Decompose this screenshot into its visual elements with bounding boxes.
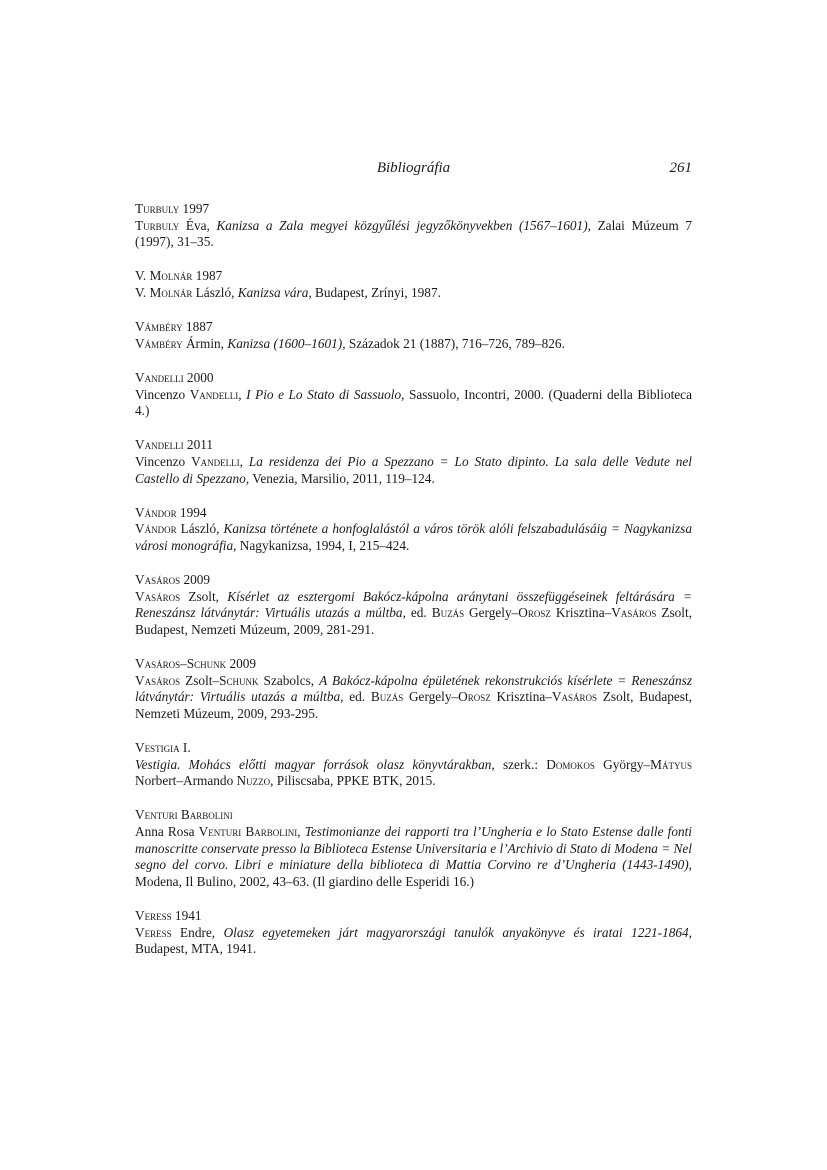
- entry-key: Vándor 1994: [135, 504, 207, 520]
- bibliography-entry: [135, 319, 692, 352]
- author-surname: Vasáros: [611, 605, 657, 621]
- reference-title: Kanizsa vára: [237, 284, 309, 300]
- entry-reference: [135, 387, 692, 420]
- author-surname: Vándor: [135, 521, 177, 537]
- reference-text: , ed.: [340, 689, 371, 705]
- reference-title: Kanizsa története a honfoglalástól a város török alóli felszabadulásáig = Nagykanizsa városi monográfia: [135, 521, 692, 553]
- entry-reference: [135, 218, 692, 251]
- author-surname: Schunk: [219, 672, 259, 688]
- author-surname: Vasáros: [135, 672, 181, 688]
- entry-reference: [135, 521, 692, 554]
- bibliography-entry: [135, 437, 692, 487]
- bibliography-entry: [135, 505, 692, 555]
- entry-reference: [135, 285, 692, 302]
- bibliography-entry: [135, 908, 692, 958]
- reference-text: , szerk.:: [491, 756, 547, 772]
- page-number: 261: [669, 160, 692, 176]
- author-surname: Orosz: [518, 605, 551, 621]
- entry-reference: [135, 589, 692, 639]
- author-surname: Veress: [135, 924, 172, 940]
- reference-text: Éva,: [179, 217, 217, 233]
- author-surname: Vandelli: [189, 386, 239, 402]
- reference-text: Zsolt, Budapest, Nemzeti Múzeum, 2009, 281-291.: [135, 605, 693, 637]
- entry-key: Turbuly 1997: [135, 201, 210, 216]
- author-surname: Vasáros: [135, 588, 181, 604]
- entry-key: Vámbéry 1887: [135, 319, 213, 335]
- reference-text: Zsolt,: [180, 588, 228, 604]
- bibliography-entry: [135, 268, 692, 301]
- reference-title: Kanizsa a Zala megyei közgyűlési jegyzőkönyvekben (1567–1601): [216, 217, 588, 233]
- reference-text: Vincenzo: [135, 386, 190, 402]
- bibliography-entry: [135, 201, 692, 251]
- reference-text: Norbert–Armando: [135, 773, 237, 789]
- reference-text: , Piliscsaba, PPKE BTK, 2015.: [270, 773, 436, 789]
- entry-reference: [135, 336, 692, 353]
- entry-key: Vandelli 2000: [135, 369, 214, 385]
- bibliography-entry: [135, 807, 692, 890]
- author-surname: Turbuly: [135, 217, 180, 233]
- reference-title: I Pio e Lo Stato di Sassuolo: [246, 386, 402, 402]
- reference-text: , Nagykanizsa, 1994, I, 215–424.: [233, 537, 410, 553]
- reference-text: Endre,: [171, 924, 224, 940]
- reference-title: Olasz egyetemeken járt magyarországi tanulók anyakönyve és iratai 1221-1864: [223, 924, 689, 940]
- entry-key: Veress 1941: [135, 907, 202, 923]
- entry-reference: [135, 925, 692, 958]
- bibliography-entry: [135, 572, 692, 638]
- reference-title: Kanizsa (1600–1601): [227, 335, 343, 351]
- entry-key: Vandelli 2011: [135, 437, 214, 453]
- bibliography-entry: [135, 370, 692, 420]
- author-surname: Buzás: [431, 605, 465, 621]
- running-header: [135, 160, 692, 182]
- reference-title: Kísérlet az esztergomi Bakócz-kápolna aránytani összefüggéseinek feltárására = Reneszánsz látványtár: Virtuális utazás a múltba: [135, 588, 692, 621]
- reference-text: ,: [238, 386, 247, 402]
- reference-text: Krisztina–: [490, 689, 552, 705]
- author-surname: Mátyus: [650, 756, 692, 772]
- reference-title: Vestigia. Mohács előtti magyar források olasz könyvtárakban: [135, 756, 492, 772]
- entry-reference: [135, 454, 692, 487]
- reference-text: ,: [239, 453, 249, 469]
- reference-text: Gergely–: [403, 689, 459, 705]
- author-surname: Orosz: [458, 689, 491, 705]
- bibliography-entry: [135, 656, 692, 722]
- reference-text: László,: [192, 284, 238, 300]
- reference-text: , Modena, Il Bulino, 2002, 43–63. (Il giardino delle Esperidi 16.): [135, 857, 692, 889]
- reference-title: La residenza dei Pio a Spezzano = Lo Stato dipinto. La sala delle Vedute nel Castello di Spezzano: [135, 453, 692, 486]
- reference-text: Anna Rosa: [135, 823, 199, 839]
- reference-text: György–: [594, 756, 651, 772]
- reference-text: Zsolt–: [180, 672, 220, 688]
- reference-text: Krisztina–: [550, 605, 612, 621]
- author-surname: Vasáros: [551, 689, 598, 705]
- bibliography-entry: [135, 740, 692, 790]
- reference-text: , Sassuolo, Incontri, 2000. (Quaderni della Biblioteca 4.): [135, 386, 692, 419]
- author-surname: V. Molnár: [135, 284, 193, 300]
- reference-text: Zsolt, Budapest, Nemzeti Múzeum, 2009, 293-295.: [135, 689, 692, 721]
- reference-text: , Budapest, MTA, 1941.: [135, 924, 692, 957]
- reference-title: A Bakócz-kápolna épületének rekonstrukciós kísérlete = Reneszánsz látványtár: Virtuális utazás a múltba: [135, 672, 692, 705]
- reference-text: Szabolcs,: [258, 672, 320, 688]
- author-surname: Nuzzo: [236, 773, 271, 789]
- reference-text: , Zalai Múzeum 7 (1997), 31–35.: [135, 217, 692, 250]
- author-surname: Domokos: [546, 756, 595, 772]
- entry-reference: [135, 673, 692, 723]
- reference-text: ,: [297, 823, 305, 839]
- reference-title: Testimonianze dei rapporti tra l’Ungheria e lo Stato Estense dalle fonti manoscritte conservate presso la Biblioteca Estense Universitaria e l’Archivio di Stato di Modena = Nel segno del corvo. Libri e miniature della biblioteca di Mattia Corvino re d’Ungheria (1443-1490): [135, 823, 692, 873]
- entry-key: V. Molnár 1987: [135, 268, 223, 284]
- author-surname: Venturi Barbolini: [198, 823, 298, 839]
- entry-key: Vasáros–Schunk 2009: [135, 656, 257, 672]
- author-surname: Vandelli: [191, 453, 240, 469]
- bibliography-list: [135, 201, 692, 975]
- entry-key: Vestigia I.: [135, 740, 191, 755]
- author-surname: Vámbéry: [135, 335, 183, 351]
- reference-text: , Venezia, Marsilio, 2011, 119–124.: [245, 470, 435, 486]
- author-surname: Buzás: [370, 689, 404, 705]
- running-title: Bibliográfia: [376, 160, 451, 176]
- reference-text: László,: [176, 521, 224, 537]
- entry-reference: [135, 824, 692, 890]
- reference-text: , Századok 21 (1887), 716–726, 789–826.: [342, 335, 565, 351]
- reference-text: , Budapest, Zrínyi, 1987.: [308, 284, 441, 300]
- reference-text: , ed.: [402, 605, 432, 621]
- reference-text: Vincenzo: [135, 453, 192, 469]
- entry-key: Venturi Barbolini: [135, 807, 233, 823]
- entry-reference: [135, 757, 692, 790]
- entry-key: Vasáros 2009: [135, 572, 211, 588]
- reference-text: Ármin,: [182, 335, 228, 351]
- reference-text: Gergely–: [464, 605, 519, 621]
